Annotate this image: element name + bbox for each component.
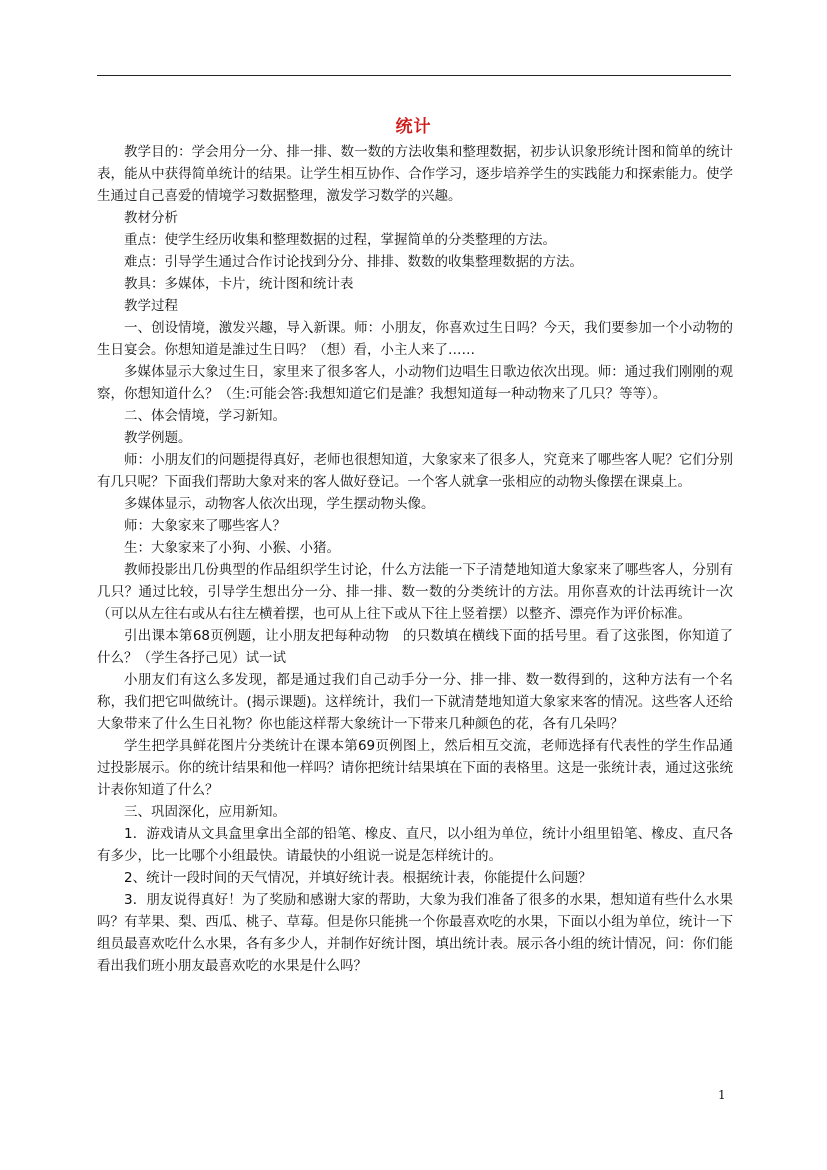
paragraph-exercise-1: 1．游戏请从文具盒里拿出全部的铅笔、橡皮、直尺，以小组为单位，统计小组里铅笔、橡皮、直尺各有多少，比一比哪个小组最快。请最快的小组说一说是怎样统计的。 <box>97 826 733 864</box>
paragraph-objectives: 教学目的：学会用分一分、排一排、数一数的方法收集和整理数据，初步认识象形统计图和简单的统计表，能从中获得简单统计的结果。让学生相互协作、合作学习，逐步培养学生的实践能力和探索能力。使学生通过自己喜爱的情境学习数据整理，激发学习数学的兴趣。 <box>97 144 733 204</box>
paragraph-statistics-intro: 小朋友们有这么多发现，都是通过我们自己动手分一分、排一排、数一数得到的，这种方法有一个名称，我们把它叫做统计。(揭示课题)。这样统计，我们一下就清楚地知道大象家来客的情况。这些客人还给大象带来了什么生日礼物？你也能这样帮大象统计一下带来几种颜色的花，各有几朵吗？ <box>97 672 733 732</box>
paragraph-exercise-2: 2、统计一段时间的天气情况，并填好统计表。根据统计表，你能提什么问题？ <box>124 870 592 886</box>
paragraph-section-2: 二、体会情境，学习新知。 <box>124 408 286 424</box>
paragraph-teacher-ask: 师：大象家来了哪些客人？ <box>124 518 286 534</box>
paragraph-teaching-aids: 教具：多媒体，卡片，统计图和统计表 <box>124 276 354 292</box>
document-title: 统计 <box>395 117 432 137</box>
paragraph-discussion: 教师投影出几份典型的作品组织学生讨论，什么方法能一下子清楚地知道大象家来了哪些客人，分别有几只？通过比较，引导学生想出分一分、排一排、数一数的分类统计的方法。用你喜欢的计法再统计一次（可以从左往右或从右往左横着摆，也可从上往下或从下往上竖着摆）以整齐、漂亮作为评价标准。 <box>97 562 733 622</box>
header-rule <box>97 75 731 76</box>
paragraph-student-answer: 生：大象家来了小狗、小猴、小猪。 <box>124 540 340 556</box>
paragraph-section-1: 一、创设情境，激发兴趣，导入新课。师：小朋友，你喜欢过生日吗？今天，我们要参加一个小动物的生日宴会。你想知道是誰过生日吗？（想）看，小主人来了…… <box>97 320 733 358</box>
paragraph-textbook-69: 学生把学具鲜花图片分类统计在课本第69页例图上，然后相互交流，老师选择有代表性的学生作品通过投影展示。你的统计结果和他一样吗？请你把统计结果填在下面的表格里。这是一张统计表，通过这张统计表你知道了什么？ <box>97 738 733 798</box>
page-number: 1 <box>718 1088 726 1102</box>
paragraph-exercise-3: 3．朋友说得真好！为了奖励和感谢大家的帮助，大象为我们准备了很多的水果，想知道有些什么水果吗？有苹果、梨、西瓜、桃子、草莓。但是你只能挑一个你最喜欢吃的水果，下面以小组为单位，统计一下组员最喜欢吃什么水果，各有多少人，并制作好统计图，填出统计表。展示各小组的统计情况，问：你们能看出我们班小朋友最喜欢吃的水果是什么吗？ <box>97 892 733 974</box>
paragraph-textbook-68: 引出课本第68页例题，让小朋友把每种动物 的只数填在横线下面的括号里。看了这张图，你知道了什么？（学生各抒己见）试一试 <box>97 628 733 666</box>
paragraph-section-3: 三、巩固深化，应用新知。 <box>124 804 286 820</box>
paragraph-multimedia-birthday: 多媒体显示大象过生日，家里来了很多客人，小动物们边唱生日歌边依次出现。师：通过我们刚刚的观察，你想知道什么？（生:可能会答:我想知道它们是誰？我想知道每一种动物来了几只？等等）。 <box>97 364 733 402</box>
paragraph-analysis-heading: 教材分析 <box>124 210 178 226</box>
paragraph-key-point: 重点：使学生经历收集和整理数据的过程，掌握简单的分类整理的方法。 <box>124 232 556 248</box>
paragraph-difficulty: 难点：引导学生通过合作讨论找到分分、排排、数数的收集整理数据的方法。 <box>124 254 583 270</box>
paragraph-process-heading: 教学过程 <box>124 298 178 314</box>
paragraph-teacher-question: 师：小朋友们的问题提得真好，老师也很想知道，大象家来了很多人，究竟来了哪些客人呢？它们分别有几只呢？下面我们帮助大象对来的客人做好登记。一个客人就拿一张相应的动物头像摆在课桌上。 <box>97 452 733 490</box>
document-body <box>97 141 733 977</box>
paragraph-multimedia-guests: 多媒体显示，动物客人依次出现，学生摆动物头像。 <box>124 496 435 512</box>
paragraph-example-heading: 教学例题。 <box>124 430 192 446</box>
